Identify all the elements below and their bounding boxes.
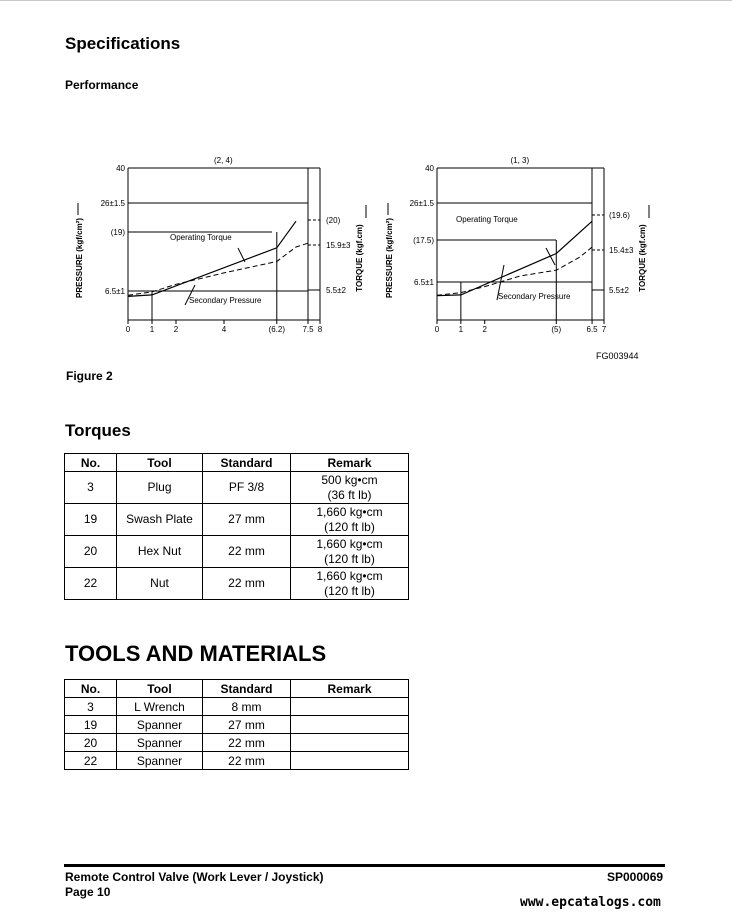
table-row (65, 734, 409, 752)
cell-standard: 22 mm (203, 734, 291, 752)
cell-tool: Spanner (117, 716, 203, 734)
chart-2-y-tick-label: 26±1.5 (409, 199, 434, 208)
col-header-tool: Tool (117, 454, 203, 472)
chart-1-operating-torque-leader (238, 248, 245, 262)
torques-heading: Torques (65, 421, 131, 440)
chart-1-x-tick-label: 0 (125, 325, 131, 334)
chart-2-y2-tick-label: 15.4±3 (609, 246, 634, 255)
cell-no: 3 (65, 698, 117, 716)
chart-1-title: (2, 4) (214, 156, 233, 165)
chart-1-y2-axis-title: TORQUE (kgf.cm) (355, 224, 364, 292)
footer-title: Remote Control Valve (Work Lever / Joystick) (65, 870, 324, 884)
chart-2-operating-torque-label: Operating Torque (456, 215, 518, 224)
remark-line-1: 500 kg•cm (321, 472, 378, 487)
chart-2-x-tick-label: (5) (551, 325, 562, 334)
cell-standard: 22 mm (203, 568, 291, 600)
cell-tool: Hex Nut (117, 536, 203, 568)
chart-2-x-tick-label: 0 (434, 325, 440, 334)
table-header-row (65, 454, 409, 472)
cell-remark (291, 734, 409, 752)
cell-tool: Swash Plate (117, 504, 203, 536)
cell-tool: Spanner (117, 734, 203, 752)
figure-code: FG003944 (596, 351, 639, 361)
table-header-row (65, 680, 409, 698)
chart-2-x-tick-label: 2 (482, 325, 487, 334)
cell-no: 19 (65, 716, 117, 734)
chart-1-x-tick-label: 1 (149, 325, 155, 334)
chart-2-title: (1, 3) (510, 156, 530, 165)
chart-1-y2-tick-label: 5.5±2 (326, 286, 346, 295)
cell-remark (291, 504, 409, 536)
cell-no: 22 (65, 752, 117, 770)
tools-heading: TOOLS AND MATERIALS (65, 641, 327, 666)
chart-1-x-tick-label: 4 (221, 325, 227, 334)
cell-standard: 22 mm (203, 752, 291, 770)
chart-2-y2-axis-title: TORQUE (kgf.cm) (638, 224, 647, 292)
table-row (65, 698, 409, 716)
remark-line-1: 1,660 kg•cm (316, 504, 383, 519)
col-header-standard: Standard (203, 680, 291, 698)
cell-remark (291, 568, 409, 600)
chart-2-operating-torque-leader (546, 248, 555, 265)
cell-standard: 27 mm (203, 504, 291, 536)
chart-1-x-tick-label: 7.5 (302, 325, 314, 334)
cell-tool: Plug (117, 472, 203, 504)
cell-no: 19 (65, 504, 117, 536)
chart-2-x-tick-label: 6.5 (586, 325, 598, 334)
cell-no: 22 (65, 568, 117, 600)
cell-standard: 8 mm (203, 698, 291, 716)
page-title: Specifications (65, 34, 181, 53)
chart-2-x-tick-label: 7 (601, 325, 607, 334)
chart-1-y2-tick-label: 15.9±3 (326, 241, 351, 250)
col-header-remark: Remark (291, 454, 409, 472)
col-header-standard: Standard (203, 454, 291, 472)
cell-standard: 27 mm (203, 716, 291, 734)
chart-1-x-tick-label: 2 (173, 325, 179, 334)
cell-remark (291, 716, 409, 734)
cell-no: 3 (65, 472, 117, 504)
chart-2-operating-torque-line (437, 221, 592, 296)
cell-tool: Nut (117, 568, 203, 600)
remark-line-2: (36 ft lb) (327, 487, 372, 502)
footer-rule (64, 864, 665, 867)
table-row (65, 568, 409, 600)
cell-remark (291, 752, 409, 770)
chart-2-y2-tick-label: 5.5±2 (609, 286, 629, 295)
col-header-no: No. (65, 454, 117, 472)
chart-1-y-tick-label: (19) (110, 228, 125, 237)
chart-1-y-tick-label: 26±1.5 (100, 199, 125, 208)
chart-1-y-axis-title: PRESSURE (kgf/cm²) (75, 217, 84, 299)
chart-1-y-tick-label: 6.5±1 (105, 287, 125, 296)
remark-line-2: (120 ft lb) (324, 583, 375, 598)
table-row (65, 752, 409, 770)
torques-table (64, 453, 409, 600)
chart-1-x-tick-label: 8 (317, 325, 323, 334)
cell-no: 20 (65, 536, 117, 568)
footer-page-number: Page 10 (65, 885, 111, 899)
cell-remark (291, 536, 409, 568)
performance-charts (0, 150, 732, 340)
col-header-no: No. (65, 680, 117, 698)
table-row (65, 536, 409, 568)
chart-1-y2-tick-label: (20) (326, 216, 341, 225)
footer-doc-code: SP000069 (607, 870, 664, 884)
chart-2-y2-tick-label: (19.6) (609, 211, 630, 220)
remark-line-2: (120 ft lb) (324, 519, 375, 534)
chart-2-y-axis-title: PRESSURE (kgf/cm²) (385, 217, 394, 299)
performance-subheading: Performance (65, 78, 139, 92)
top-rule (0, 0, 732, 1)
chart-2-y-tick-label: (17.5) (413, 236, 434, 245)
remark-line-2: (120 ft lb) (324, 551, 375, 566)
chart-1-operating-torque-label: Operating Torque (170, 233, 232, 242)
remark-line-1: 1,660 kg•cm (316, 568, 383, 583)
chart-1-secondary-pressure-label: Secondary Pressure (189, 296, 262, 305)
table-row (65, 472, 409, 504)
figure-caption: Figure 2 (66, 369, 113, 383)
cell-tool: L Wrench (117, 698, 203, 716)
remark-line-1: 1,660 kg•cm (316, 536, 383, 551)
cell-remark (291, 698, 409, 716)
table-row (65, 504, 409, 536)
chart-2-y-tick-label: 6.5±1 (414, 278, 434, 287)
chart-1-secondary-pressure-line (128, 243, 308, 295)
cell-no: 20 (65, 734, 117, 752)
chart-2-y-tick-label: 40 (425, 164, 434, 173)
watermark: www.epcatalogs.com (520, 895, 661, 910)
col-header-tool: Tool (117, 680, 203, 698)
chart-2-x-tick-label: 1 (458, 325, 464, 334)
chart-1-y-tick-label: 40 (116, 164, 125, 173)
col-header-remark: Remark (291, 680, 409, 698)
cell-remark (291, 472, 409, 504)
cell-standard: 22 mm (203, 536, 291, 568)
tools-table (64, 679, 409, 770)
cell-tool: Spanner (117, 752, 203, 770)
cell-standard: PF 3/8 (203, 472, 291, 504)
chart-1-x-tick-label: (6.2) (268, 325, 286, 334)
table-row (65, 716, 409, 734)
chart-2-secondary-pressure-label: Secondary Pressure (498, 292, 571, 301)
